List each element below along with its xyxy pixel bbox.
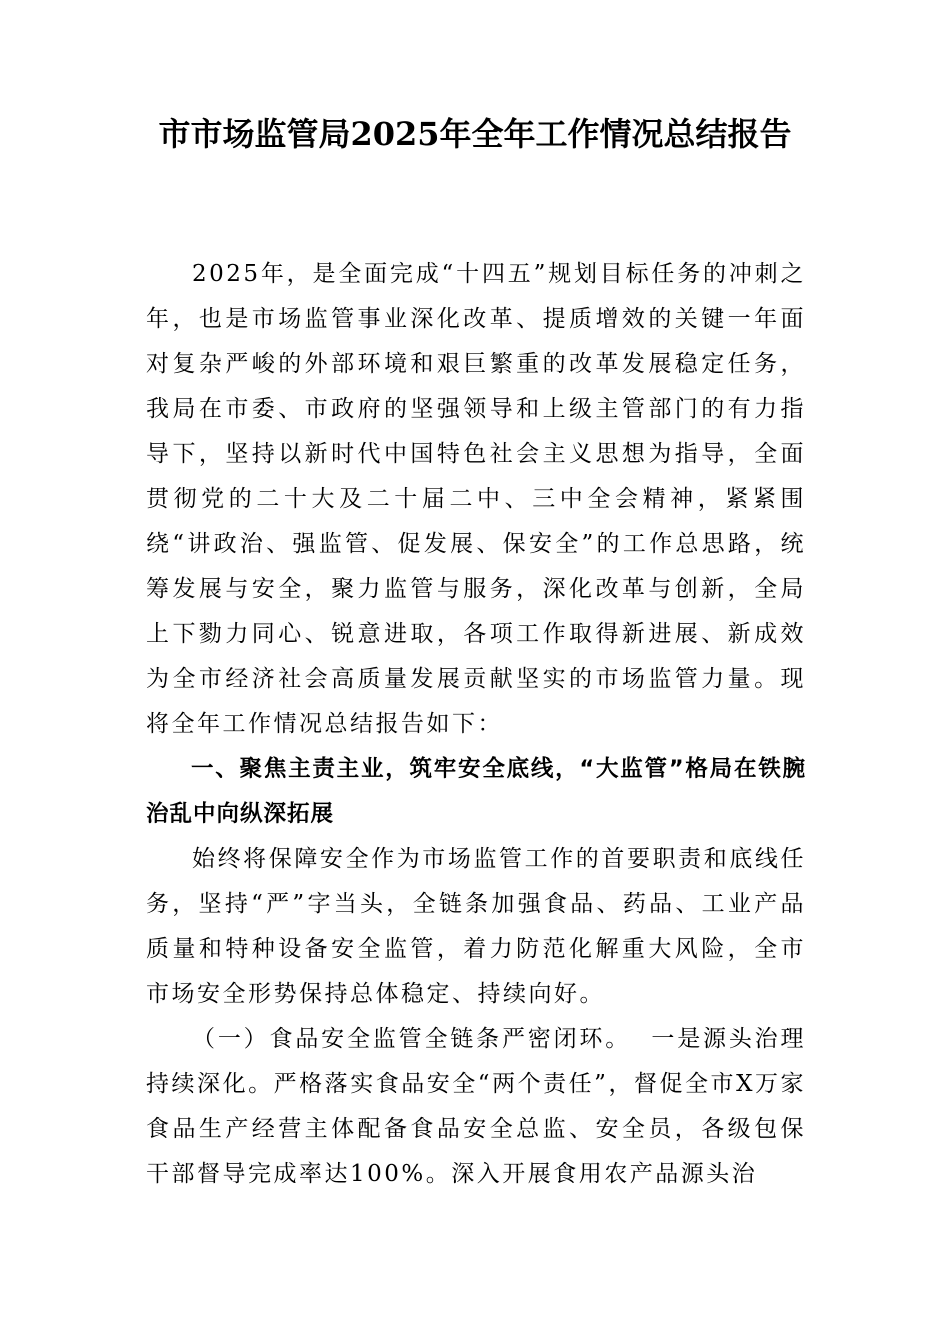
- intro-paragraph: 2025年，是全面完成“十四五”规划目标任务的冲刺之年，也是市场监管事业深化改革、提质增效的关键一年面对复杂严峻的外部环境和艰巨繁重的改革发展稳定任务，我局在市委、市政府的坚强领导和上级主管部门的有力指导下，坚持以新时代中国特色社会主义思想为指导，全面贯彻党的二十大及二十届二中、三中全会精神，紧紧围绕“讲政治、强监管、促发展、保安全”的工作总思路，统筹发展与安全，聚力监管与服务，深化改革与创新，全局上下勠力同心、锐意进取，各项工作取得新进展、新成效为全市经济社会高质量发展贡献坚实的市场监管力量。现将全年工作情况总结报告如下：: [146, 261, 806, 737]
- document-body: [146, 252, 806, 1197]
- section-paragraph: 始终将保障安全作为市场监管工作的首要职责和底线任务，坚持“严”字当头，全链条加强食品、药品、工业产品质量和特种设备安全监管，着力防范化解重大风险，全市市场安全形势保持总体稳定、持续向好。: [146, 846, 806, 1007]
- section-heading: 一、聚焦主责主业，筑牢安全底线，“大监管”格局在铁腕治乱中向纵深拓展: [146, 756, 806, 827]
- document-title: 市市场监管局2025年全年工作情况总结报告: [158, 115, 792, 153]
- subsection-text: 一是源头治理持续深化。严格落实食品安全“两个责任”，督促全市X万家食品生产经营主体配备食品安全总监、安全员，各级包保干部督导完成率达100%。深入开展食用农产品源头治: [146, 1026, 806, 1187]
- subsection-paragraph: [146, 1017, 806, 1197]
- subsection-title: （一）食品安全监管全链条严密闭环。: [192, 1026, 632, 1052]
